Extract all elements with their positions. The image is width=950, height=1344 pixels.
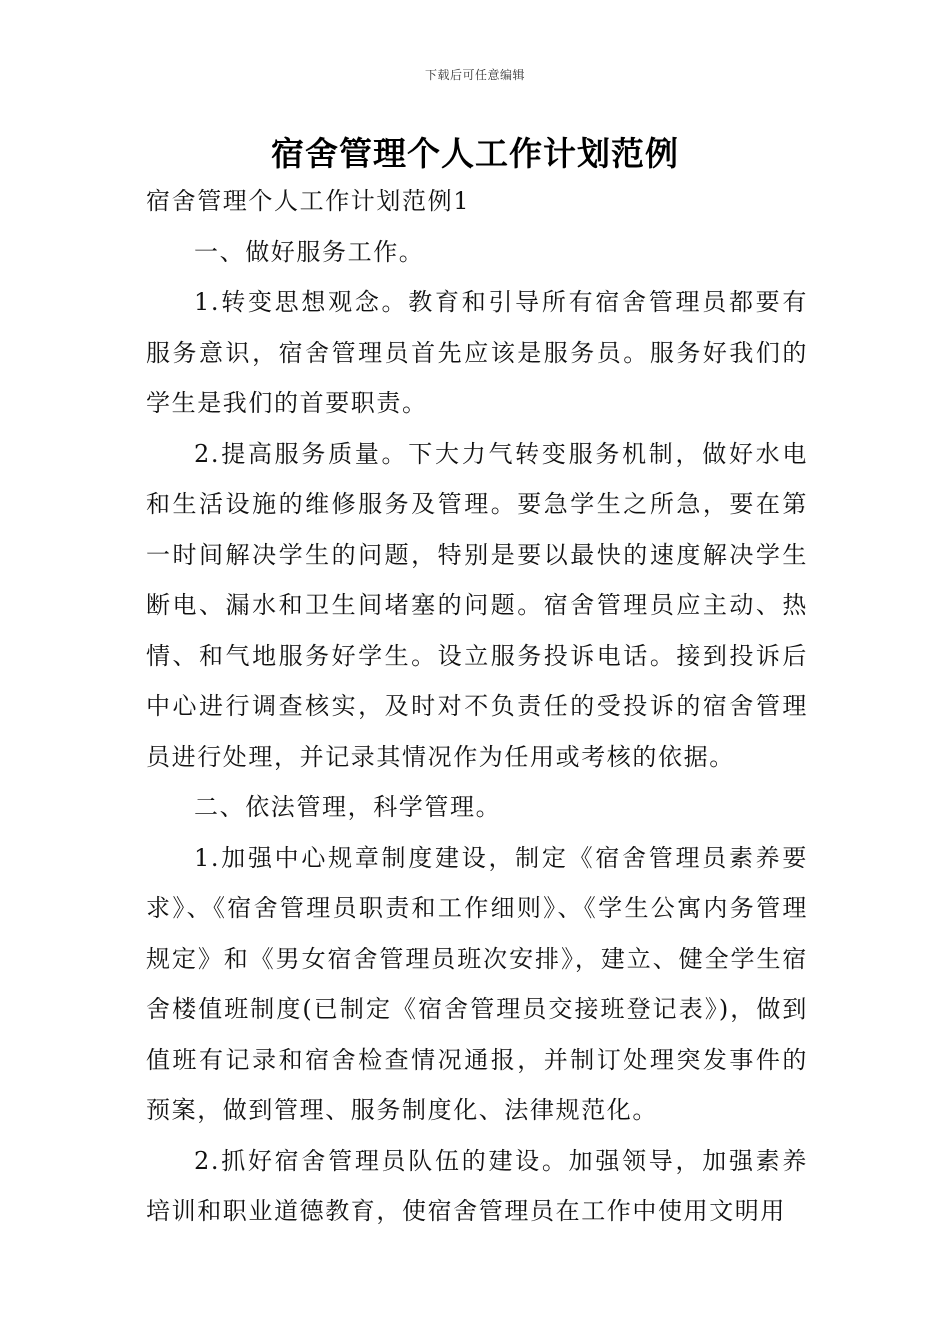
section-subtitle: 宿舍管理个人工作计划范例1	[146, 187, 471, 215]
header-note: 下载后可任意编辑	[424, 68, 525, 82]
paragraph-regulations: 1.加强中心规章制度建设，制定《宿舍管理员素养要求》、《宿舍管理员职责和工作细则》、《学生公寓内务管理规定》和《男女宿舍管理员班次安排》，建立、健全学生宿舍楼值班制度(已制定《宿舍管理员交接班登记表》)，做到值班有记录和宿舍检查情况通报，并制订处理突发事件的预案，做到管理、服务制度化、法律规范化。	[146, 843, 808, 1124]
paragraph-mindset: 1.转变思想观念。教育和引导所有宿舍管理员都要有服务意识，宿舍管理员首先应该是服务员。服务好我们的学生是我们的首要职责。	[146, 288, 808, 417]
paragraph-staff-building: 2.抓好宿舍管理员队伍的建设。加强领导，加强素养培训和职业道德教育，使宿舍管理员在工作中使用文明用	[146, 1146, 808, 1225]
document-body	[146, 176, 808, 1237]
paragraph-service-quality: 2.提高服务质量。下大力气转变服务机制，做好水电和生活设施的维修服务及管理。要急学生之所急，要在第一时间解决学生的问题，特别是要以最快的速度解决学生断电、漏水和卫生间堵塞的问题。宿舍管理员应主动、热情、和气地服务好学生。设立服务投诉电话。接到投诉后中心进行调查核实，及时对不负责任的受投诉的宿舍管理员进行处理，并记录其情况作为任用或考核的依据。	[146, 439, 808, 771]
heading-service-work: 一、做好服务工作。	[194, 237, 425, 266]
heading-lawful-management: 二、依法管理，科学管理。	[194, 793, 502, 821]
document-title: 宿舍管理个人工作计划范例	[271, 134, 679, 173]
